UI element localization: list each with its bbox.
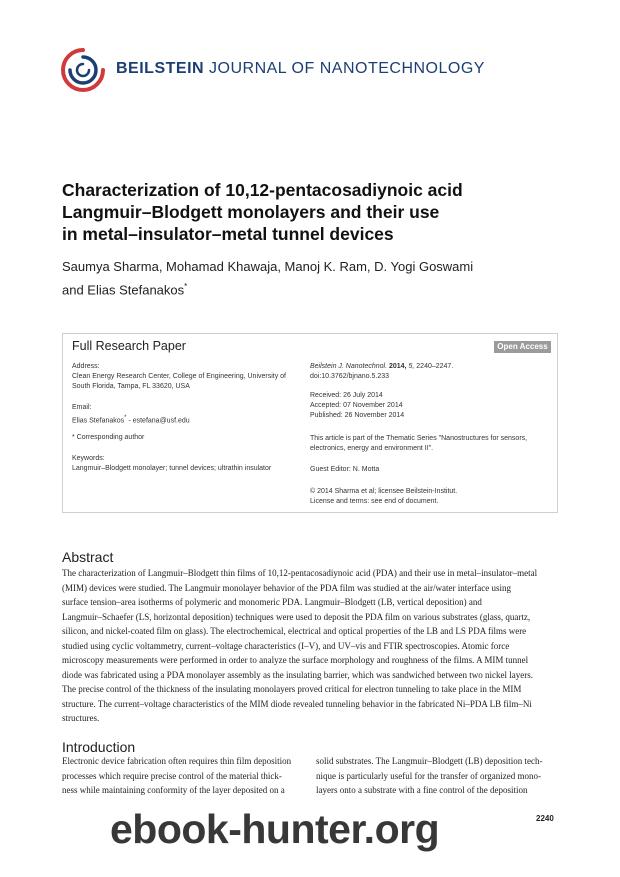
abstract-text (62, 566, 558, 726)
copyright-text: © 2014 Sharma et al; licensee Beilstein-Institut. (310, 488, 458, 495)
abstract-heading: Abstract (62, 549, 114, 565)
abstract-line: structure. The current–voltage characteristics of the MIM diode revealed tunneling behavior in the fabricated Ni–PDA LB film–Ni (62, 698, 532, 709)
series-line: electronics, energy and environment II". (310, 445, 434, 452)
article-title (62, 179, 542, 245)
address-label: Address: (72, 363, 100, 370)
email-label: Email: (72, 404, 92, 411)
citation-block (310, 362, 453, 382)
intro-line: ness while maintaining conformity of the layer deposited on a (62, 785, 285, 795)
intro-line: layers onto a substrate with a fine control of the deposition (316, 785, 528, 795)
citation-volume: 5, (408, 363, 415, 370)
authors-line (62, 277, 473, 300)
article-type: Full Research Paper (72, 339, 186, 353)
abstract-line: microscopy measurements were performed in order to analyze the surface morphology and roughness of the films. A MIM tunnel (62, 655, 529, 665)
abstract-line: The characterization of Langmuir–Blodgett thin films of 10,12-pentacosadiynoic acid (PDA) and their use in metal–insulator–metal (62, 568, 538, 578)
abstract-line: surface tension–area isotherms of polymeric and monomeric PDA. Langmuir–Blodgett (LB, vertical deposition) and (62, 597, 482, 607)
email-name: Elias Stefanakos (72, 417, 125, 425)
license-text: License and terms: see end of document. (310, 498, 439, 505)
abstract-line: Langmuir–Schaefer (LS, horizontal deposition) techniques were used to deposit the PDA film on various substrates (glass, quartz, (62, 611, 531, 622)
title-line: Langmuir–Blodgett monolayers and their use (62, 202, 440, 222)
abstract-line: structures. (62, 713, 100, 723)
intro-column-right (316, 754, 558, 798)
corresponding-star: * (184, 282, 188, 291)
keywords-text: Langmuir–Blodgett monolayer; tunnel devices; ultrathin insulator (72, 465, 272, 472)
dates-block (310, 391, 404, 421)
intro-line: solid substrates. The Langmuir–Blodgett (LB) deposition tech- (316, 756, 543, 766)
series-note (310, 434, 527, 454)
doi-link[interactable]: doi:10.3762/bjnano.5.233 (310, 373, 390, 380)
abstract-line: diode was fabricated using a PDA monolayer assembly as the insulating barrier, which was sandwiched between two nickel layers. (62, 669, 534, 680)
keywords-label: Keywords: (72, 455, 105, 462)
series-line: This article is part of the Thematic Series "Nanostructures for sensors, (310, 435, 528, 442)
open-access-badge[interactable]: Open Access (494, 341, 551, 353)
watermark-text: ebook-hunter.org (110, 806, 440, 852)
journal-logo-icon (60, 47, 106, 93)
title-line: in metal–insulator–metal tunnel devices (62, 224, 394, 244)
authors-line-text: and Elias Stefanakos (62, 282, 185, 298)
email-star: * (124, 415, 127, 421)
citation-year: 2014, (389, 363, 407, 370)
corresponding-note: * Corresponding author (72, 434, 145, 441)
intro-line: nique is particularly useful for the transfer of organized mono- (316, 770, 542, 781)
received-date: Received: 26 July 2014 (310, 392, 383, 399)
page-number: 2240 (536, 814, 554, 823)
citation-pages: 2240–2247. (416, 363, 454, 370)
intro-column-left (62, 754, 305, 798)
author-list (62, 257, 473, 300)
license-block (310, 487, 457, 507)
published-date: Published: 26 November 2014 (310, 412, 405, 419)
introduction-heading: Introduction (62, 739, 136, 755)
email-block (72, 403, 190, 426)
citation-journal: Beilstein J. Nanotechnol. (310, 363, 388, 370)
abstract-line: silicon, and nickel-coated film on glass). The electrochemical, electrical and optical properties of the LB and LS PDA films were (62, 626, 527, 636)
journal-name (116, 60, 485, 78)
address-line: South Florida, Tampa, FL 33620, USA (72, 383, 190, 390)
intro-line: processes which require precise control of the material thick- (62, 770, 282, 781)
abstract-line: (MIM) devices were studied. The Langmuir monolayer behavior of the PDA film was studied at the air/water interface using (62, 582, 511, 593)
address-line: Clean Energy Research Center, College of Engineering, University of (72, 373, 287, 380)
accepted-date: Accepted: 07 November 2014 (310, 402, 403, 409)
intro-line: Electronic device fabrication often requires thin film deposition (62, 756, 292, 766)
abstract-line: The precise control of the thickness of the insulating monolayers proved critical for electron tunneling to take place in the MIM (62, 684, 522, 694)
authors-line: Saumya Sharma, Mohamad Khawaja, Manoj K. Ram, D. Yogi Goswami (62, 259, 474, 274)
email-link[interactable]: - estefana@usf.edu (126, 417, 190, 425)
journal-name-bold: BEILSTEIN (116, 60, 205, 77)
keywords-block (72, 454, 271, 474)
abstract-line: studied using cyclic voltammetry, current–voltage characteristics (I–V), and UV–vis and FTIR spectroscopies. Atomic force (62, 640, 510, 651)
guest-editor: Guest Editor: N. Motta (310, 466, 380, 473)
title-line: Characterization of 10,12-pentacosadiynoic acid (62, 180, 463, 200)
journal-name-rest: JOURNAL OF NANOTECHNOLOGY (209, 60, 485, 77)
address-block (72, 362, 286, 392)
